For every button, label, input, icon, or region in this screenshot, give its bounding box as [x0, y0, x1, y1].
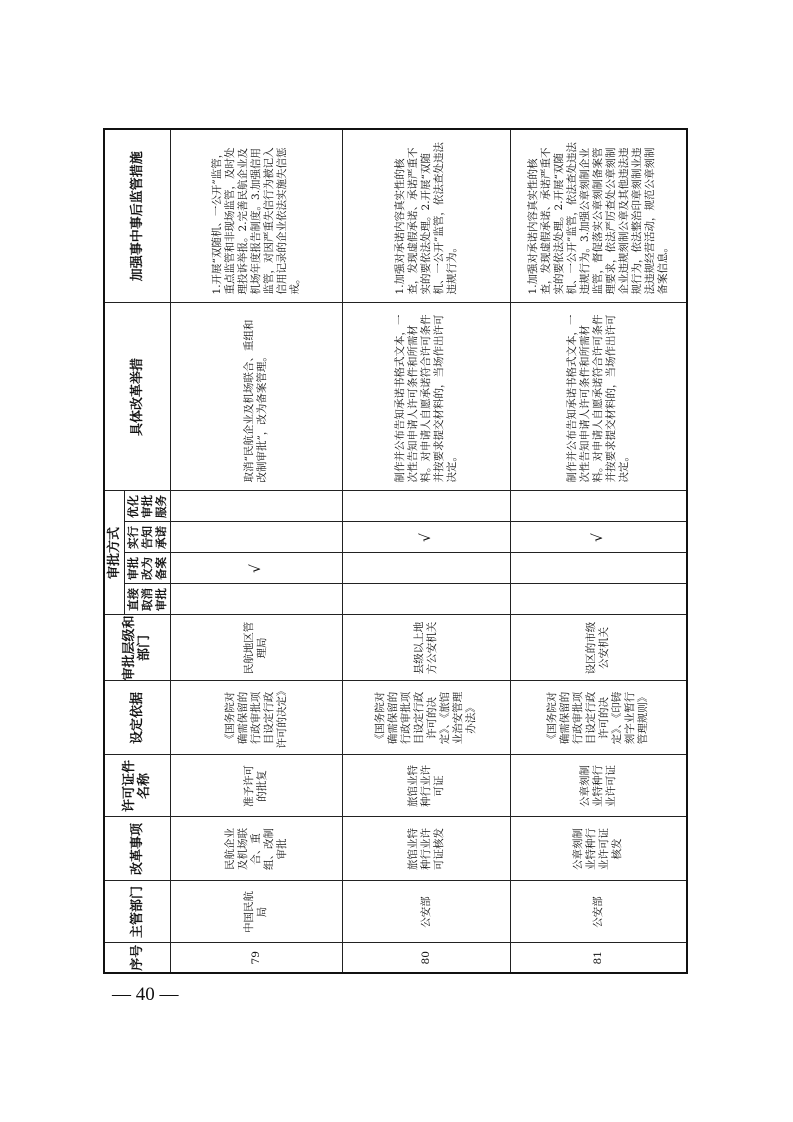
cell-license: 旅馆业特种行业许可证 — [342, 755, 510, 817]
table-row — [342, 129, 510, 973]
cell-item: 旅馆业特种行业许可证核发 — [342, 817, 510, 881]
header-item: 改革事项 — [104, 817, 170, 881]
cell-optimize — [342, 491, 510, 522]
header-measures: 具体改革举措 — [104, 303, 170, 491]
cell-supervision: 1.加强对承诺内容真实性的核查，发现虚假承诺、承诺严重不实的要依法处理。2.开展“双随机、一公开”监管，依法查处违法违规行为。3.加强公章刻制企业监管，督促落实公章刻制备案管理要求，依法严厉查处公章刻制企业违规刻制公章及其他违法违规行为，依法整治印章刻制业违法违规经营活动，规范公章刻制备案信息。 — [510, 129, 687, 303]
cell-seq: 79 — [170, 943, 342, 973]
cell-seq: 81 — [510, 943, 687, 973]
header-license: 许可证件名称 — [104, 755, 170, 817]
cell-dept: 公安部 — [510, 881, 687, 943]
cell-cancel — [510, 584, 687, 615]
header-cancel: 直接取消审批 — [124, 584, 170, 615]
cell-item: 民航企业及机场联合、重组、改制审批 — [170, 817, 342, 881]
header-approval-method: 审批方式 — [104, 491, 124, 615]
page-number: — 40 — — [112, 984, 179, 1005]
header-promise: 实行告知承诺 — [124, 522, 170, 553]
check-mark-promise: √ — [510, 522, 687, 553]
cell-level: 民航地区管理局 — [170, 615, 342, 681]
header-filing: 审批改为备案 — [124, 553, 170, 584]
cell-cancel — [170, 584, 342, 615]
cell-supervision: 1.加强对承诺内容真实性的核查，发现虚假承诺、承诺严重不实的要依法处理。2.开展“双随机、一公开”监管，依法查处违法违规行为。 — [342, 129, 510, 303]
table-row — [510, 129, 687, 973]
cell-basis: 《国务院对确需保留的行政审批项目设定行政许可的决定》、《印铸刻字业暂行管理规则》 — [510, 681, 687, 755]
cell-license: 公章刻制业特种行业许可证 — [510, 755, 687, 817]
cell-filing — [342, 553, 510, 584]
cell-filing — [510, 553, 687, 584]
cell-license: 准予许可的批复 — [170, 755, 342, 817]
cell-optimize — [510, 491, 687, 522]
cell-dept: 中国民航局 — [170, 881, 342, 943]
header-row-top — [104, 129, 124, 973]
cell-basis: 《国务院对确需保留的行政审批项目设定行政许可的决定》、《旅馆业治安管理办法》 — [342, 681, 510, 755]
table-row — [170, 129, 342, 973]
header-seq: 序号 — [104, 943, 170, 973]
rotated-table-page — [103, 130, 686, 974]
cell-item: 公章刻制业特种行业许可证核发 — [510, 817, 687, 881]
cell-level: 县级以上地方公安机关 — [342, 615, 510, 681]
header-supervision: 加强事中事后监管措施 — [104, 129, 170, 303]
cell-measures: 取消“民航企业及机场联合、重组和改制审批”，改为备案管理。 — [170, 303, 342, 491]
header-level: 审批层级和部门 — [104, 615, 170, 681]
header-dept: 主管部门 — [104, 881, 170, 943]
header-basis: 设定依据 — [104, 681, 170, 755]
cell-level: 设区的市级公安机关 — [510, 615, 687, 681]
cell-measures: 制作并公布告知承诺书格式文本，一次性告知申请人许可条件和所需材料。对申请人自愿承诺符合许可条件并按要求提交材料的，当场作出许可决定。 — [342, 303, 510, 491]
cell-promise — [170, 522, 342, 553]
check-mark-promise: √ — [342, 522, 510, 553]
cell-supervision: 1.开展“双随机、一公开”监管，重点监管和非现场监管，及时处理投诉举报。2.完善民航企业及机场年度报告制度。3.加强信用监管，对因严重失信行为被记入信用记录的企业依法实施失信惩戒。 — [170, 129, 342, 303]
cell-optimize — [170, 491, 342, 522]
check-mark-filing: √ — [170, 553, 342, 584]
cell-measures: 制作并公布告知承诺书格式文本，一次性告知申请人许可条件和所需材料。对申请人自愿承诺符合许可条件并按要求提交材料的，当场作出许可决定。 — [510, 303, 687, 491]
cell-seq: 80 — [342, 943, 510, 973]
cell-dept: 公安部 — [342, 881, 510, 943]
cell-basis: 《国务院对确需保留的行政审批项目设定行政许可的决定》 — [170, 681, 342, 755]
reform-table — [103, 128, 688, 974]
cell-cancel — [342, 584, 510, 615]
header-optimize: 优化审批服务 — [124, 491, 170, 522]
